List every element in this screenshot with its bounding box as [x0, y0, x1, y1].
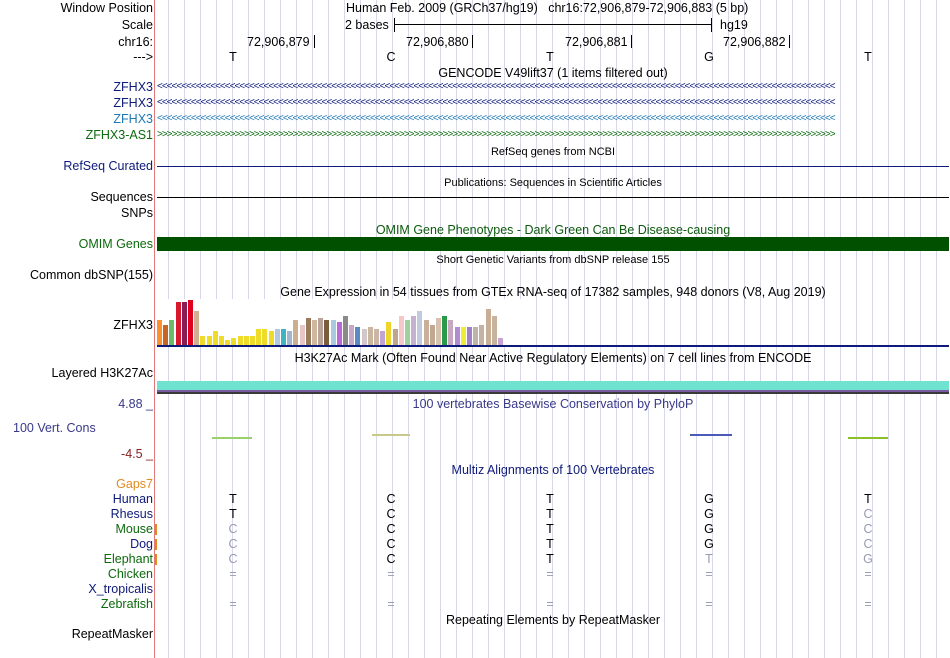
window-position-value[interactable]: Human Feb. 2009 (GRCh37/hg19) chr16:72,906,879-72,906,883 (5 bp)	[346, 1, 749, 15]
scale-value: 2 bases	[345, 18, 389, 32]
h3k27ac-signal[interactable]	[157, 381, 949, 390]
species-label[interactable]: Zebrafish	[100, 597, 153, 611]
gtex-tissue-bar[interactable]	[498, 338, 503, 345]
species-label[interactable]: Human	[112, 492, 153, 506]
gtex-tissue-bar[interactable]	[430, 325, 435, 345]
gene-label-zfhx3[interactable]: ZFHX3	[113, 80, 153, 94]
gtex-track-title[interactable]: Gene Expression in 54 tissues from GTEx RNA-seq of 17382 samples, 948 donors (V8, Aug 2019)	[280, 285, 826, 299]
gtex-tissue-bar[interactable]	[182, 302, 187, 345]
gtex-tissue-bar[interactable]	[169, 320, 174, 345]
h3k27ac-track-title[interactable]: H3K27Ac Mark (Often Found Near Active Regulatory Elements) on 7 cell lines from ENCODE	[294, 351, 812, 365]
gtex-tissue-bar[interactable]	[405, 320, 410, 345]
gtex-tissue-bar[interactable]	[386, 322, 391, 345]
gene-label-zfhx3[interactable]: ZFHX3	[113, 96, 153, 110]
reference-base: G	[704, 50, 714, 64]
alignment-base: C	[386, 507, 396, 521]
scale-bar-left-tick	[394, 18, 395, 32]
gtex-tissue-bar[interactable]	[176, 302, 181, 345]
gap-marker	[155, 539, 157, 550]
gene-feature-zfhx3-as1[interactable]: >>>>>>>>>>>>>>>>>>>>>>>>>>>>>>>>>>>>>>>>>>>>>>>>>>>>>>>>>>>>>>>>>>>>>>>>>>>>>>>>>>>>>>>>>>>>>>>>>>>>>>>>>>>>>>>>>>>>>>>>>>>>>>>>>>>>>>>>>>>>	[157, 129, 835, 140]
gtex-tissue-bar[interactable]	[219, 336, 224, 345]
gencode-track-title[interactable]: GENCODE V49lift37 (1 items filtered out)	[438, 66, 668, 80]
window-position-label: Window Position	[60, 1, 153, 15]
gtex-tissue-bar[interactable]	[275, 329, 280, 345]
dbsnp-track-label[interactable]: Common dbSNP(155)	[30, 268, 153, 282]
gene-feature-zfhx3[interactable]: <<<<<<<<<<<<<<<<<<<<<<<<<<<<<<<<<<<<<<<<<<<<<<<<<<<<<<<<<<<<<<<<<<<<<<<<<<<<<<<<<<<<<<<<<<<<<<<<<<<<<<<<<<<<<<<<<<<<<<<<<<<<<<<<<<<<<<<<<<<<	[157, 81, 835, 92]
gtex-tissue-bar[interactable]	[157, 320, 162, 345]
gtex-tissue-bar[interactable]	[318, 318, 323, 345]
gtex-tissue-bar[interactable]	[393, 329, 398, 345]
reference-base: T	[229, 50, 237, 64]
gtex-tissue-bar[interactable]	[163, 325, 168, 345]
alignment-base: C	[386, 537, 396, 551]
publications-feature[interactable]	[157, 197, 949, 198]
alignment-base: T	[229, 507, 237, 521]
alignment-base: =	[546, 567, 554, 581]
gtex-tissue-bar[interactable]	[486, 309, 491, 345]
gtex-tissue-bar[interactable]	[479, 325, 484, 345]
gtex-tissue-bar[interactable]	[324, 320, 329, 345]
alignment-base: G	[704, 522, 714, 536]
species-label[interactable]: Dog	[130, 537, 153, 551]
alignment-base: G	[704, 492, 714, 506]
position-label: 72,906,881	[565, 35, 628, 49]
alignment-base: C	[228, 552, 238, 566]
publications-sequences-label[interactable]: Sequences	[90, 190, 153, 204]
species-label[interactable]: Elephant	[103, 552, 153, 566]
gene-feature-zfhx3[interactable]: <<<<<<<<<<<<<<<<<<<<<<<<<<<<<<<<<<<<<<<<<<<<<<<<<<<<<<<<<<<<<<<<<<<<<<<<<<<<<<<<<<<<<<<<<<<<<<<<<<<<<<<<<<<<<<<<<<<<<<<<<<<<<<<<<<<<<<<<<<<<	[157, 113, 835, 124]
position-label: 72,906,879	[247, 35, 310, 49]
reference-base: T	[864, 50, 872, 64]
conservation-max-label: 4.88 _	[118, 397, 153, 411]
alignment-base: T	[546, 492, 554, 506]
alignment-base: G	[704, 507, 714, 521]
reference-base: T	[546, 50, 554, 64]
gene-label-zfhx3[interactable]: ZFHX3	[113, 112, 153, 126]
alignment-base: T	[705, 552, 713, 566]
refseq-track-title[interactable]: RefSeq genes from NCBI	[490, 146, 616, 158]
refseq-track-label[interactable]: RefSeq Curated	[63, 159, 153, 173]
gtex-tissue-bar[interactable]	[442, 316, 447, 345]
alignment-base: =	[864, 597, 872, 611]
reference-base: C	[386, 50, 396, 64]
repeatmasker-track-title[interactable]: Repeating Elements by RepeatMasker	[445, 613, 660, 627]
gtex-tissue-bar[interactable]	[312, 320, 317, 345]
h3k27ac-track-label[interactable]: Layered H3K27Ac	[51, 366, 153, 380]
gtex-tissue-bar[interactable]	[281, 329, 286, 345]
gtex-tissue-bar[interactable]	[337, 322, 342, 345]
alignment-base: T	[546, 507, 554, 521]
gtex-tissue-bar[interactable]	[424, 320, 429, 345]
species-label[interactable]: X_tropicalis	[88, 582, 153, 596]
position-label: 72,906,880	[406, 35, 469, 49]
alignment-base: T	[546, 552, 554, 566]
gtex-tissue-bar[interactable]	[287, 331, 292, 345]
species-label[interactable]: Chicken	[107, 567, 153, 581]
conservation-score[interactable]	[690, 434, 732, 436]
gtex-tissue-bar[interactable]	[343, 316, 348, 345]
gap-marker	[155, 554, 157, 565]
alignment-base: C	[863, 537, 873, 551]
gtex-tissue-bar[interactable]	[293, 320, 298, 345]
gtex-tissue-bar[interactable]	[213, 331, 218, 345]
gtex-tissue-bar[interactable]	[362, 329, 367, 345]
scale-bar	[395, 24, 711, 25]
gtex-tissue-bar[interactable]	[349, 325, 354, 345]
alignment-base: T	[864, 492, 872, 506]
gene-feature-zfhx3[interactable]: <<<<<<<<<<<<<<<<<<<<<<<<<<<<<<<<<<<<<<<<<<<<<<<<<<<<<<<<<<<<<<<<<<<<<<<<<<<<<<<<<<<<<<<<<<<<<<<<<<<<<<<<<<<<<<<<<<<<<<<<<<<<<<<<<<<<<<<<<<<<	[157, 97, 835, 108]
gtex-tissue-bar[interactable]	[399, 316, 404, 345]
species-label[interactable]: Mouse	[115, 522, 153, 536]
gtex-tissue-bar[interactable]	[256, 329, 261, 345]
gtex-tissue-bar[interactable]	[262, 329, 267, 345]
species-label[interactable]: Rhesus	[110, 507, 153, 521]
gtex-tissue-bar[interactable]	[250, 336, 255, 345]
alignment-base: C	[228, 522, 238, 536]
conservation-track-label[interactable]: 100 Vert. Cons	[13, 421, 96, 435]
gtex-tissue-bar[interactable]	[448, 320, 453, 345]
conservation-score[interactable]	[372, 434, 410, 436]
gtex-tissue-bar[interactable]	[380, 331, 385, 345]
gtex-tissue-bar[interactable]	[238, 336, 243, 345]
gtex-tissue-bar[interactable]	[368, 327, 373, 345]
alignment-base: G	[863, 552, 873, 566]
gtex-tissue-bar[interactable]	[455, 327, 460, 345]
gtex-tissue-bar[interactable]	[436, 318, 441, 345]
scale-assembly: hg19	[720, 18, 748, 32]
gtex-tissue-bar[interactable]	[492, 316, 497, 345]
alignment-base: C	[386, 552, 396, 566]
chrom-label: chr16:	[118, 35, 153, 49]
conservation-min-label: -4.5 _	[121, 447, 153, 461]
gtex-tissue-bar[interactable]	[200, 336, 205, 345]
position-tick	[472, 35, 473, 48]
alignment-base: =	[387, 597, 395, 611]
gtex-tissue-bar[interactable]	[244, 336, 249, 345]
alignment-base: T	[229, 492, 237, 506]
alignment-base: C	[863, 507, 873, 521]
alignment-base: =	[864, 567, 872, 581]
alignment-base: C	[386, 522, 396, 536]
conservation-track-title[interactable]: 100 vertebrates Basewise Conservation by PhyloP	[412, 397, 694, 411]
alignment-base: =	[229, 597, 237, 611]
gene-label-zfhx3-as1[interactable]: ZFHX3-AS1	[85, 128, 153, 142]
omim-track-title[interactable]: OMIM Gene Phenotypes - Dark Green Can Be Disease-causing	[375, 223, 731, 237]
refseq-gene-feature[interactable]	[157, 166, 949, 167]
alignment-base: G	[704, 537, 714, 551]
gap-marker	[155, 524, 157, 535]
alignment-base: =	[546, 597, 554, 611]
alignment-base: =	[705, 597, 713, 611]
gtex-tissue-bar[interactable]	[331, 320, 336, 345]
omim-track-label[interactable]: OMIM Genes	[78, 237, 153, 251]
h3k27ac-signal-layer	[157, 392, 949, 394]
alignment-base: C	[228, 537, 238, 551]
gtex-tissue-bar[interactable]	[461, 327, 466, 345]
multiz-gaps-label[interactable]: Gaps7	[116, 477, 153, 491]
gtex-tissue-bar[interactable]	[473, 327, 478, 345]
position-tick	[789, 35, 790, 48]
gtex-gene-baseline	[157, 345, 949, 347]
gtex-tissue-bar[interactable]	[231, 338, 236, 345]
alignment-base: T	[546, 537, 554, 551]
publications-snps-label[interactable]: SNPs	[121, 206, 153, 220]
gtex-tissue-bar[interactable]	[188, 300, 193, 345]
gtex-tissue-bar[interactable]	[269, 331, 274, 345]
scale-label: Scale	[121, 18, 153, 32]
alignment-base: =	[387, 567, 395, 581]
position-label: 72,906,882	[723, 35, 786, 49]
gtex-tissue-bar[interactable]	[411, 316, 416, 345]
alignment-base: =	[229, 567, 237, 581]
gtex-tissue-bar[interactable]	[207, 336, 212, 345]
gtex-tissue-bar[interactable]	[355, 327, 360, 345]
gtex-tissue-bar[interactable]	[306, 318, 311, 345]
omim-gene-feature[interactable]	[157, 237, 949, 251]
gtex-tissue-bar[interactable]	[194, 311, 199, 345]
gtex-tissue-bar[interactable]	[417, 311, 422, 345]
position-tick	[314, 35, 315, 48]
conservation-score[interactable]	[212, 437, 252, 439]
gtex-track-label[interactable]: ZFHX3	[113, 318, 153, 332]
strand-label: --->	[133, 50, 153, 64]
multiz-track-title[interactable]: Multiz Alignments of 100 Vertebrates	[451, 463, 655, 477]
alignment-base: C	[386, 492, 396, 506]
alignment-base: =	[705, 567, 713, 581]
gtex-tissue-bar[interactable]	[300, 325, 305, 345]
dbsnp-track-title[interactable]: Short Genetic Variants from dbSNP release 155	[436, 254, 670, 266]
conservation-score[interactable]	[848, 437, 888, 439]
gtex-tissue-bar[interactable]	[467, 327, 472, 345]
alignment-base: T	[546, 522, 554, 536]
position-tick	[631, 35, 632, 48]
alignment-base: C	[863, 522, 873, 536]
scale-bar-right-tick	[711, 18, 712, 32]
repeatmasker-track-label[interactable]: RepeatMasker	[71, 627, 153, 641]
publications-track-title[interactable]: Publications: Sequences in Scientific Articles	[444, 177, 662, 189]
gtex-tissue-bar[interactable]	[374, 329, 379, 345]
